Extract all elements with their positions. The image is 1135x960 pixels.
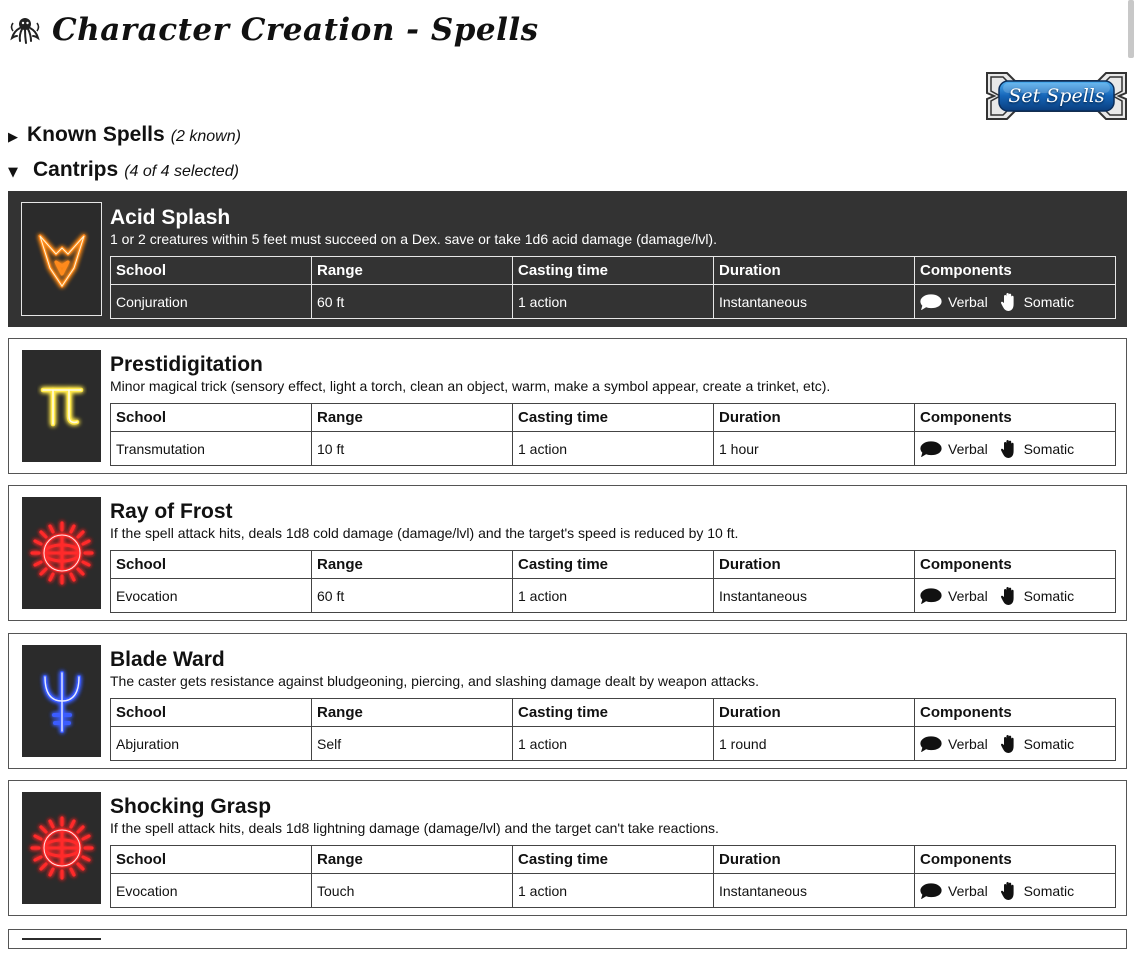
duration-value: 1 hour <box>714 432 915 466</box>
speech-bubble-icon <box>920 441 942 457</box>
col-casting-time: Casting time <box>513 846 714 874</box>
somatic-component <box>1000 292 1075 312</box>
col-components: Components <box>915 257 1116 285</box>
spell-card[interactable] <box>8 633 1127 769</box>
spell-stats-table <box>110 403 1116 466</box>
col-components: Components <box>915 846 1116 874</box>
verbal-component <box>920 736 988 752</box>
col-school: School <box>111 257 312 285</box>
page-header <box>8 8 539 52</box>
col-range: Range <box>312 257 513 285</box>
spell-name: Shocking Grasp <box>110 795 272 818</box>
hand-icon <box>1000 586 1018 606</box>
casting-time-value: 1 action <box>513 285 714 319</box>
col-range: Range <box>312 404 513 432</box>
spell-card-partial[interactable] <box>8 929 1127 949</box>
evocation-sigil-icon <box>26 812 98 884</box>
scrollbar-thumb[interactable] <box>1128 0 1134 58</box>
verbal-component <box>920 588 988 604</box>
spell-description: If the spell attack hits, deals 1d8 cold damage (damage/lvl) and the target's speed is reduced by 10 ft. <box>110 525 739 541</box>
casting-time-value: 1 action <box>513 432 714 466</box>
somatic-component <box>1000 439 1075 459</box>
speech-bubble-icon <box>920 294 942 310</box>
acid-splash-icon <box>34 224 90 294</box>
somatic-label: Somatic <box>1023 735 1075 752</box>
somatic-component <box>1000 734 1075 754</box>
set-spells-label: Set Spells <box>1008 85 1105 107</box>
spell-stats-table <box>110 698 1116 761</box>
casting-time-value: 1 action <box>513 727 714 761</box>
col-range: Range <box>312 551 513 579</box>
duration-value: Instantaneous <box>714 579 915 613</box>
col-school: School <box>111 404 312 432</box>
range-value: Touch <box>312 874 513 908</box>
kraken-logo-icon <box>8 13 42 47</box>
components-value <box>915 874 1116 908</box>
known-spells-toggle[interactable] <box>8 123 241 147</box>
duration-value: Instantaneous <box>714 874 915 908</box>
spell-name: Ray of Frost <box>110 500 233 523</box>
somatic-component <box>1000 881 1075 901</box>
components-value <box>915 579 1116 613</box>
page-title: Character Creation - Spells <box>52 12 539 48</box>
cantrips-title: Cantrips <box>33 158 119 181</box>
col-casting-time: Casting time <box>513 404 714 432</box>
spell-description: 1 or 2 creatures within 5 feet must succeed on a Dex. save or take 1d6 acid damage (damage/lvl). <box>110 231 717 247</box>
cantrips-toggle[interactable] <box>8 158 239 182</box>
stats-value-row <box>111 432 1116 466</box>
col-duration: Duration <box>714 257 915 285</box>
verbal-label: Verbal <box>948 440 988 457</box>
col-casting-time: Casting time <box>513 551 714 579</box>
stats-value-row <box>111 285 1116 319</box>
col-school: School <box>111 846 312 874</box>
col-components: Components <box>915 551 1116 579</box>
col-school: School <box>111 699 312 727</box>
spell-name: Blade Ward <box>110 648 225 671</box>
spell-card[interactable] <box>8 485 1127 621</box>
spell-stats-table <box>110 550 1116 613</box>
evocation-sigil-icon <box>26 517 98 589</box>
school-value: Evocation <box>111 874 312 908</box>
spell-card[interactable] <box>8 780 1127 916</box>
col-school: School <box>111 551 312 579</box>
verbal-label: Verbal <box>948 735 988 752</box>
col-casting-time: Casting time <box>513 699 714 727</box>
casting-time-value: 1 action <box>513 579 714 613</box>
range-value: Self <box>312 727 513 761</box>
somatic-label: Somatic <box>1023 440 1075 457</box>
verbal-label: Verbal <box>948 882 988 899</box>
stats-header-row <box>111 846 1116 874</box>
col-duration: Duration <box>714 846 915 874</box>
speech-bubble-icon <box>920 736 942 752</box>
known-spells-count: (2 known) <box>170 128 241 145</box>
components-value <box>915 727 1116 761</box>
col-range: Range <box>312 846 513 874</box>
stats-header-row <box>111 699 1116 727</box>
components-value <box>915 432 1116 466</box>
duration-value: 1 round <box>714 727 915 761</box>
spell-thumb <box>22 645 101 757</box>
set-spells-button[interactable] <box>985 71 1128 121</box>
hand-icon <box>1000 881 1018 901</box>
pi-rune-icon <box>37 376 87 436</box>
col-casting-time: Casting time <box>513 257 714 285</box>
school-value: Conjuration <box>111 285 312 319</box>
verbal-label: Verbal <box>948 293 988 310</box>
col-duration: Duration <box>714 551 915 579</box>
duration-value: Instantaneous <box>714 285 915 319</box>
stats-header-row <box>111 551 1116 579</box>
stats-header-row <box>111 257 1116 285</box>
verbal-component <box>920 883 988 899</box>
collapsed-caret-icon: ▶ <box>8 130 18 145</box>
spell-thumb <box>21 202 102 316</box>
spell-card[interactable] <box>8 191 1127 327</box>
stats-value-row <box>111 727 1116 761</box>
verbal-component <box>920 441 988 457</box>
range-value: 60 ft <box>312 285 513 319</box>
spell-name: Acid Splash <box>110 206 231 229</box>
stats-header-row <box>111 404 1116 432</box>
spell-description: The caster gets resistance against bludgeoning, piercing, and slashing damage dealt by weapon attacks. <box>110 673 760 689</box>
col-components: Components <box>915 404 1116 432</box>
expanded-caret-icon: ▼ <box>8 165 18 180</box>
spell-stats-table <box>110 256 1116 319</box>
spell-description: Minor magical trick (sensory effect, light a torch, clean an object, warm, make a symbol appear, create a trinket, etc). <box>110 378 831 394</box>
col-range: Range <box>312 699 513 727</box>
range-value: 10 ft <box>312 432 513 466</box>
known-spells-title: Known Spells <box>27 123 165 146</box>
somatic-label: Somatic <box>1023 293 1075 310</box>
speech-bubble-icon <box>920 588 942 604</box>
school-value: Abjuration <box>111 727 312 761</box>
spell-name: Prestidigitation <box>110 353 263 376</box>
stats-value-row <box>111 579 1116 613</box>
stats-value-row <box>111 874 1116 908</box>
spell-thumb <box>22 497 101 609</box>
hand-icon <box>1000 439 1018 459</box>
somatic-label: Somatic <box>1023 882 1075 899</box>
trident-icon <box>37 665 87 737</box>
hand-icon <box>1000 292 1018 312</box>
school-value: Transmutation <box>111 432 312 466</box>
range-value: 60 ft <box>312 579 513 613</box>
col-components: Components <box>915 699 1116 727</box>
spell-description: If the spell attack hits, deals 1d8 lightning damage (damage/lvl) and the target can't take reactions. <box>110 820 719 836</box>
hand-icon <box>1000 734 1018 754</box>
spell-thumb <box>22 350 101 462</box>
somatic-label: Somatic <box>1023 587 1075 604</box>
spell-thumb-partial <box>22 938 101 960</box>
casting-time-value: 1 action <box>513 874 714 908</box>
col-duration: Duration <box>714 404 915 432</box>
cantrips-count: (4 of 4 selected) <box>124 163 239 180</box>
somatic-component <box>1000 586 1075 606</box>
col-duration: Duration <box>714 699 915 727</box>
spell-card[interactable] <box>8 338 1127 474</box>
spell-stats-table <box>110 845 1116 908</box>
spell-thumb <box>22 792 101 904</box>
components-value <box>915 285 1116 319</box>
verbal-label: Verbal <box>948 587 988 604</box>
school-value: Evocation <box>111 579 312 613</box>
verbal-component <box>920 294 988 310</box>
speech-bubble-icon <box>920 883 942 899</box>
